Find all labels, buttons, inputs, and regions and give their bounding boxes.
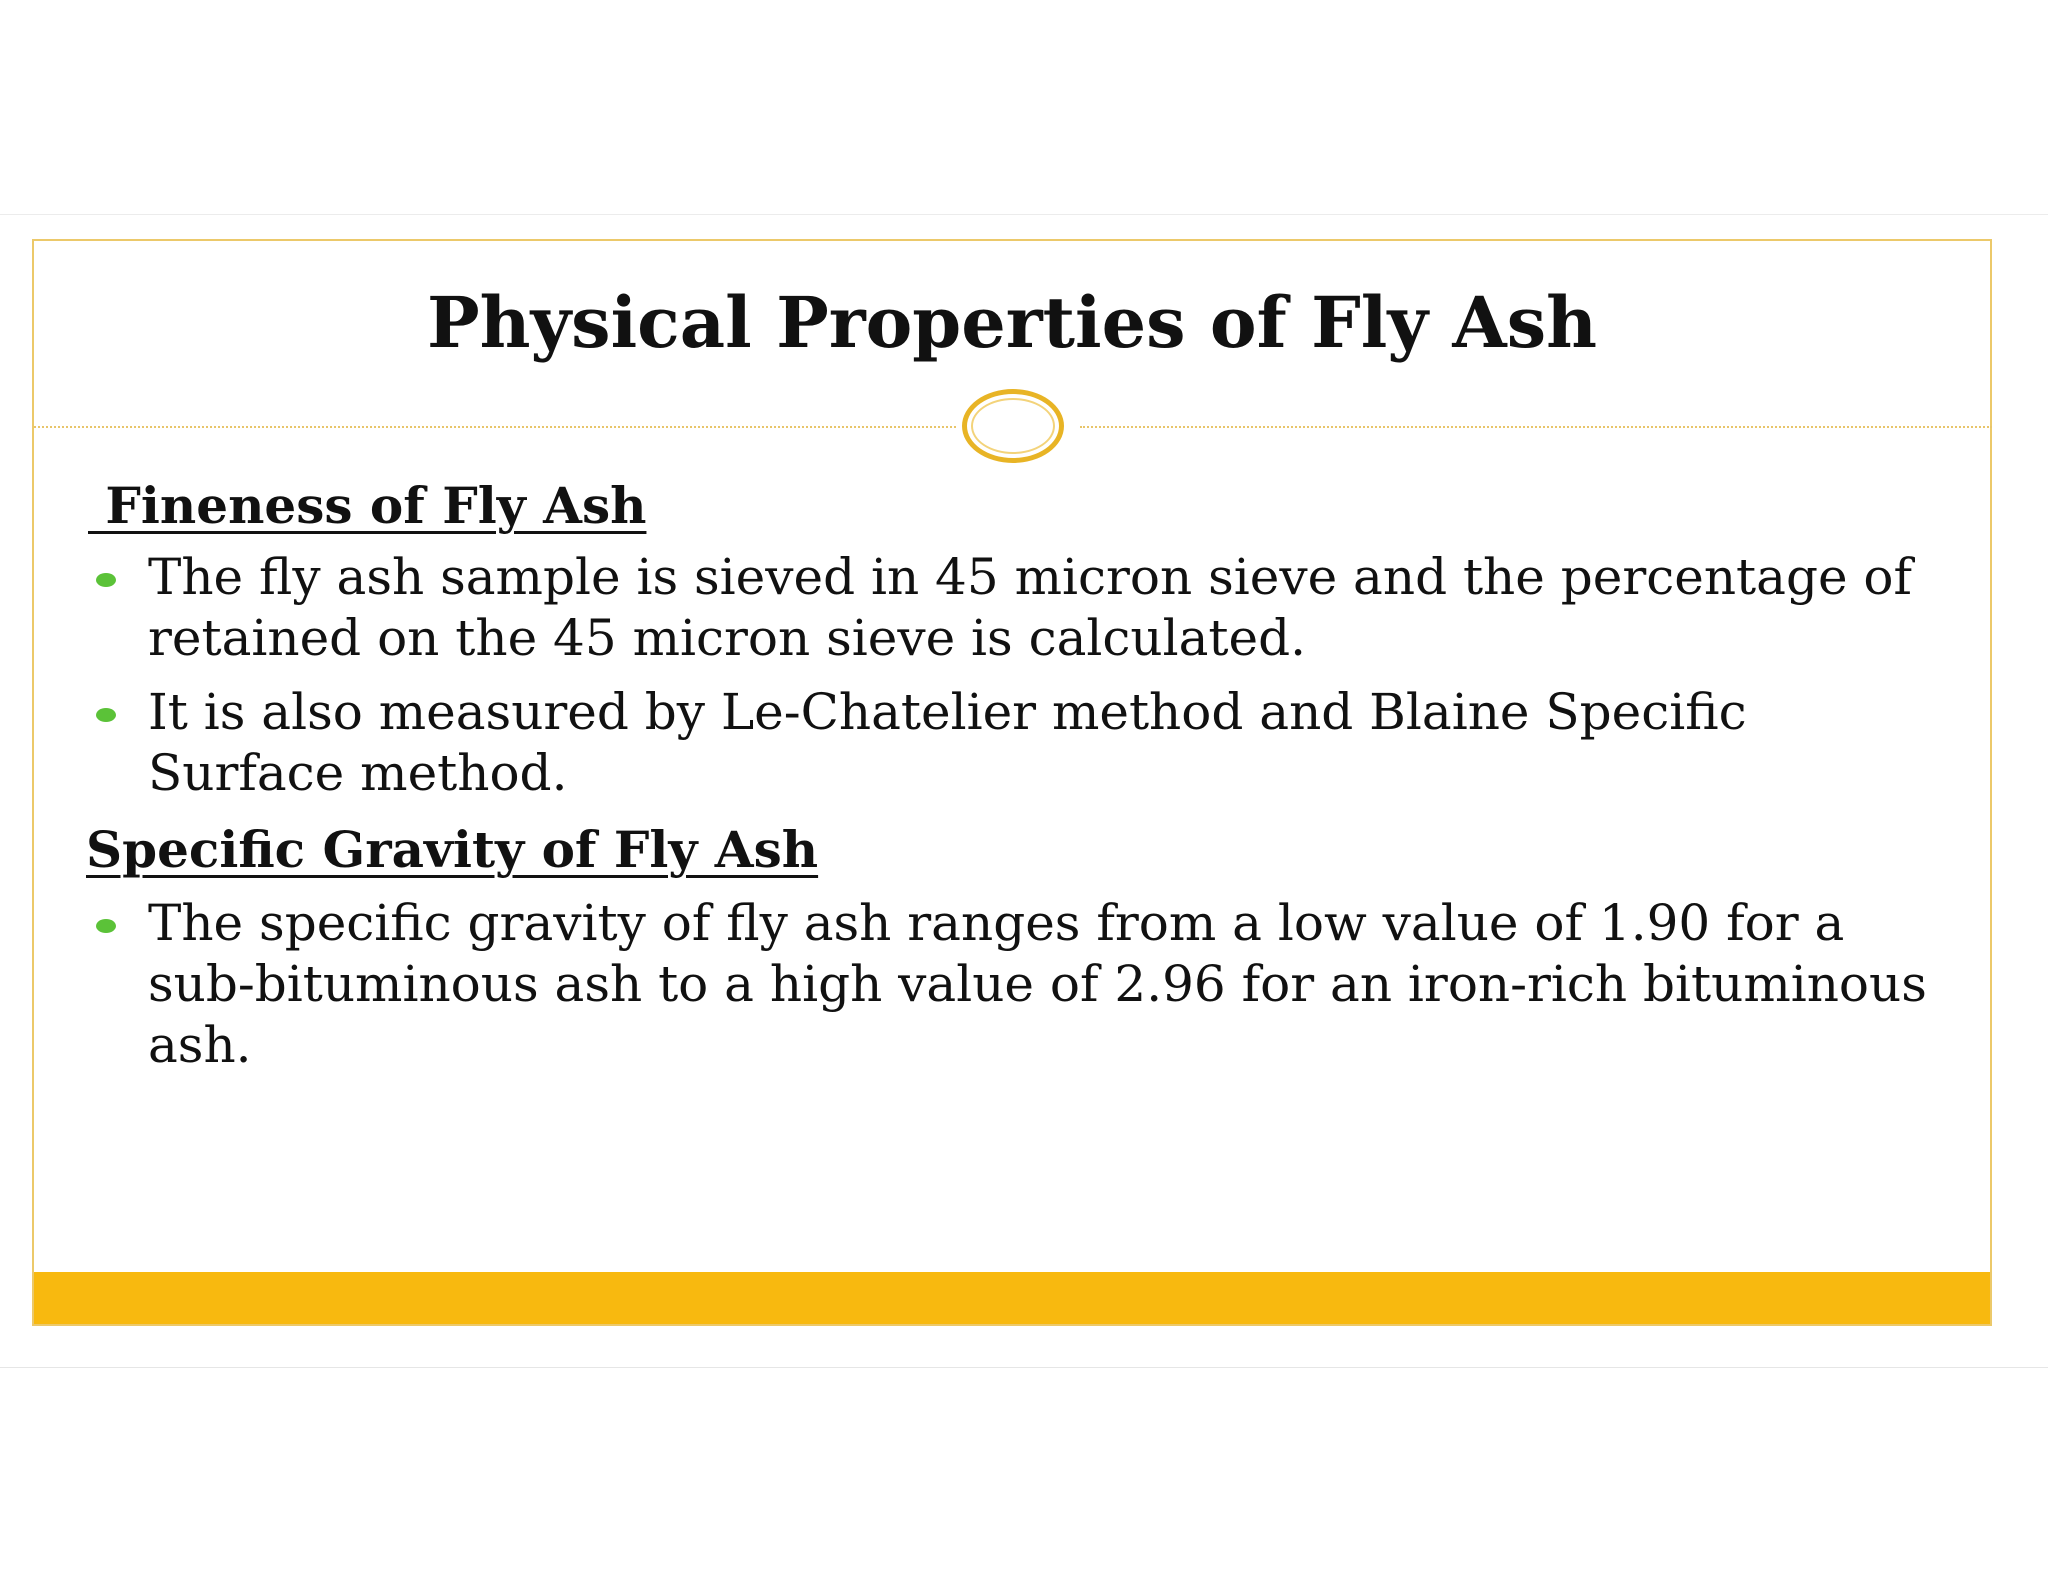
bullet-text: The specific gravity of fly ash ranges from a low value of 1.90 for a sub-bituminous ash to a high value of 2.96 for an iron-rich bituminous ash. [148,894,1927,1074]
bullet-text: The fly ash sample is sieved in 45 micron sieve and the percentage of retained on the 45 micron sieve is calculated. [148,548,1913,667]
bullet-item [86,547,1946,669]
bullet-text: It is also measured by Le-Chatelier method and Blaine Specific Surface method. [148,683,1747,802]
slide-content [86,473,1946,1089]
slide-title: Physical Properties of Fly Ash [426,281,1598,364]
dot-bullet-icon [96,573,116,587]
ring-ornament-icon [962,389,1064,463]
letterbox-bottom-edge [0,1367,2048,1368]
bullet-list-specific-gravity [86,893,1946,1076]
title-divider-right [1080,426,1992,428]
bullet-item [86,893,1946,1076]
letterbox-top-edge [0,214,2048,215]
bullet-item [86,682,1946,804]
title-divider-left [34,426,956,428]
slide [32,239,1992,1326]
section-heading-fineness: Fineness of Fly Ash [88,476,647,535]
footer-accent-bar [34,1272,1990,1324]
dot-bullet-icon [96,708,116,722]
section-heading-specific-gravity: Specific Gravity of Fly Ash [86,820,819,879]
dot-bullet-icon [96,919,116,933]
bullet-list-fineness [86,547,1946,804]
